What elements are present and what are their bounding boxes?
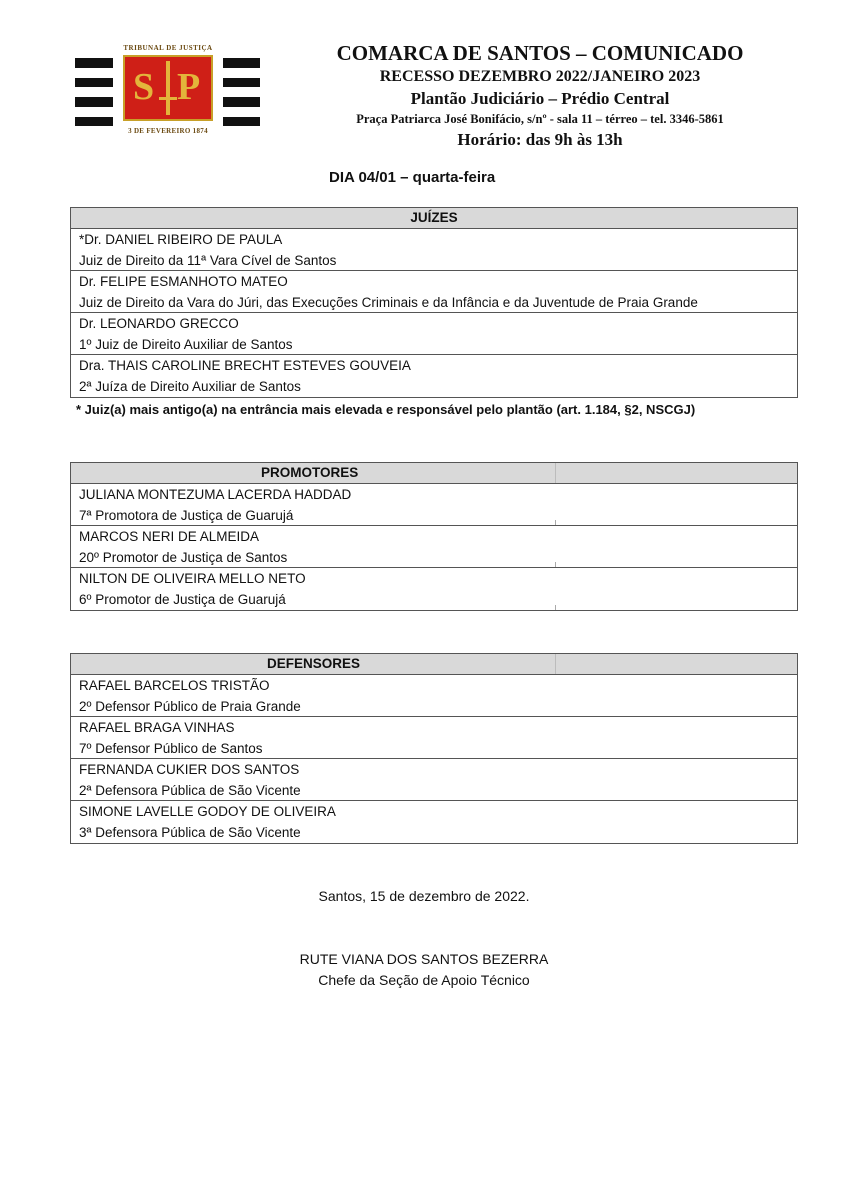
cell-divider (555, 562, 556, 567)
header-divider (555, 463, 556, 483)
defenders-heading (71, 654, 797, 675)
court-logo (75, 44, 260, 142)
logo-letter-s: S (133, 66, 155, 108)
person-role: 1º Juiz de Direito Auxiliar de Santos (79, 337, 293, 352)
logo-top-text: TRIBUNAL DE JUSTIÇA (123, 44, 213, 52)
person-role: 2ª Defensora Pública de São Vicente (79, 783, 301, 798)
defenders-table (70, 653, 798, 844)
address-line: Praça Patriarca José Bonifácio, s/nº - sala 11 – térreo – tel. 3346-5861 (356, 112, 724, 126)
logo-shield (123, 55, 213, 121)
person-role: 2º Defensor Público de Praia Grande (79, 699, 301, 714)
person-role: 7ª Promotora de Justiça de Guarujá (79, 508, 294, 523)
table-row (71, 313, 797, 355)
table-row (71, 271, 797, 313)
sword-icon (166, 61, 170, 115)
document-subtitle: RECESSO DEZEMBRO 2022/JANEIRO 2023 (379, 68, 701, 85)
person-role: 6º Promotor de Justiça de Guarujá (79, 592, 286, 607)
person-name: Dr. FELIPE ESMANHOTO MATEO (79, 274, 288, 289)
logo-letter-p: P (177, 66, 201, 108)
person-name: MARCOS NERI DE ALMEIDA (79, 529, 260, 544)
person-name: JULIANA MONTEZUMA LACERDA HADDAD (79, 487, 352, 502)
cell-divider (555, 520, 556, 525)
prosecutors-heading (71, 463, 797, 484)
person-role: Juiz de Direito da Vara do Júri, das Execuções Criminais e da Infância e da Juventude de Praia Grande (79, 295, 698, 310)
day-title: DIA 04/01 – quarta-feira (329, 169, 496, 186)
table-row (71, 355, 797, 397)
person-name: Dra. THAIS CAROLINE BRECHT ESTEVES GOUVEIA (79, 358, 411, 373)
person-name: FERNANDA CUKIER DOS SANTOS (79, 762, 300, 777)
table-row (71, 229, 797, 271)
person-name: RAFAEL BARCELOS TRISTÃO (79, 678, 270, 693)
person-name: NILTON DE OLIVEIRA MELLO NETO (79, 571, 306, 586)
logo-bottom-text: 3 DE FEVEREIRO 1874 (128, 127, 208, 135)
person-role: 7º Defensor Público de Santos (79, 741, 263, 756)
table-row (71, 717, 797, 759)
logo-crest (113, 44, 223, 142)
place-date: Santos, 15 de dezembro de 2022. (318, 888, 530, 904)
signer-name: RUTE VIANA DOS SANTOS BEZERRA (299, 951, 549, 967)
judges-table (70, 207, 798, 398)
person-name: Dr. LEONARDO GRECCO (79, 316, 239, 331)
person-name: RAFAEL BRAGA VINHAS (79, 720, 235, 735)
document-title: COMARCA DE SANTOS – COMUNICADO (336, 41, 744, 65)
table-row (71, 801, 797, 843)
table-row (71, 675, 797, 717)
hours-line: Horário: das 9h às 13h (457, 130, 623, 149)
person-name: *Dr. DANIEL RIBEIRO DE PAULA (79, 232, 283, 247)
defenders-heading-label: DEFENSORES (267, 656, 361, 671)
header-divider (555, 654, 556, 674)
table-row (71, 484, 797, 526)
judges-heading (71, 208, 797, 229)
person-role: Juiz de Direito da 11ª Vara Cível de Santos (79, 253, 337, 268)
table-row (71, 759, 797, 801)
duty-location: Plantão Judiciário – Prédio Central (410, 89, 670, 108)
judges-footnote: * Juiz(a) mais antigo(a) na entrância mais elevada e responsável pelo plantão (art. 1.184, §2, NSCGJ) (76, 402, 696, 417)
prosecutors-table (70, 462, 798, 611)
person-role: 3ª Defensora Pública de São Vicente (79, 825, 301, 840)
person-name: SIMONE LAVELLE GODOY DE OLIVEIRA (79, 804, 336, 819)
cell-divider (555, 605, 556, 610)
judges-heading-label: JUÍZES (410, 210, 458, 225)
signer-title: Chefe da Seção de Apoio Técnico (318, 972, 530, 988)
table-row (71, 526, 797, 568)
sword-guard-icon (159, 97, 177, 100)
person-role: 2ª Juíza de Direito Auxiliar de Santos (79, 379, 301, 394)
prosecutors-heading-label: PROMOTORES (261, 465, 359, 480)
person-role: 20º Promotor de Justiça de Santos (79, 550, 288, 565)
table-row (71, 568, 797, 610)
